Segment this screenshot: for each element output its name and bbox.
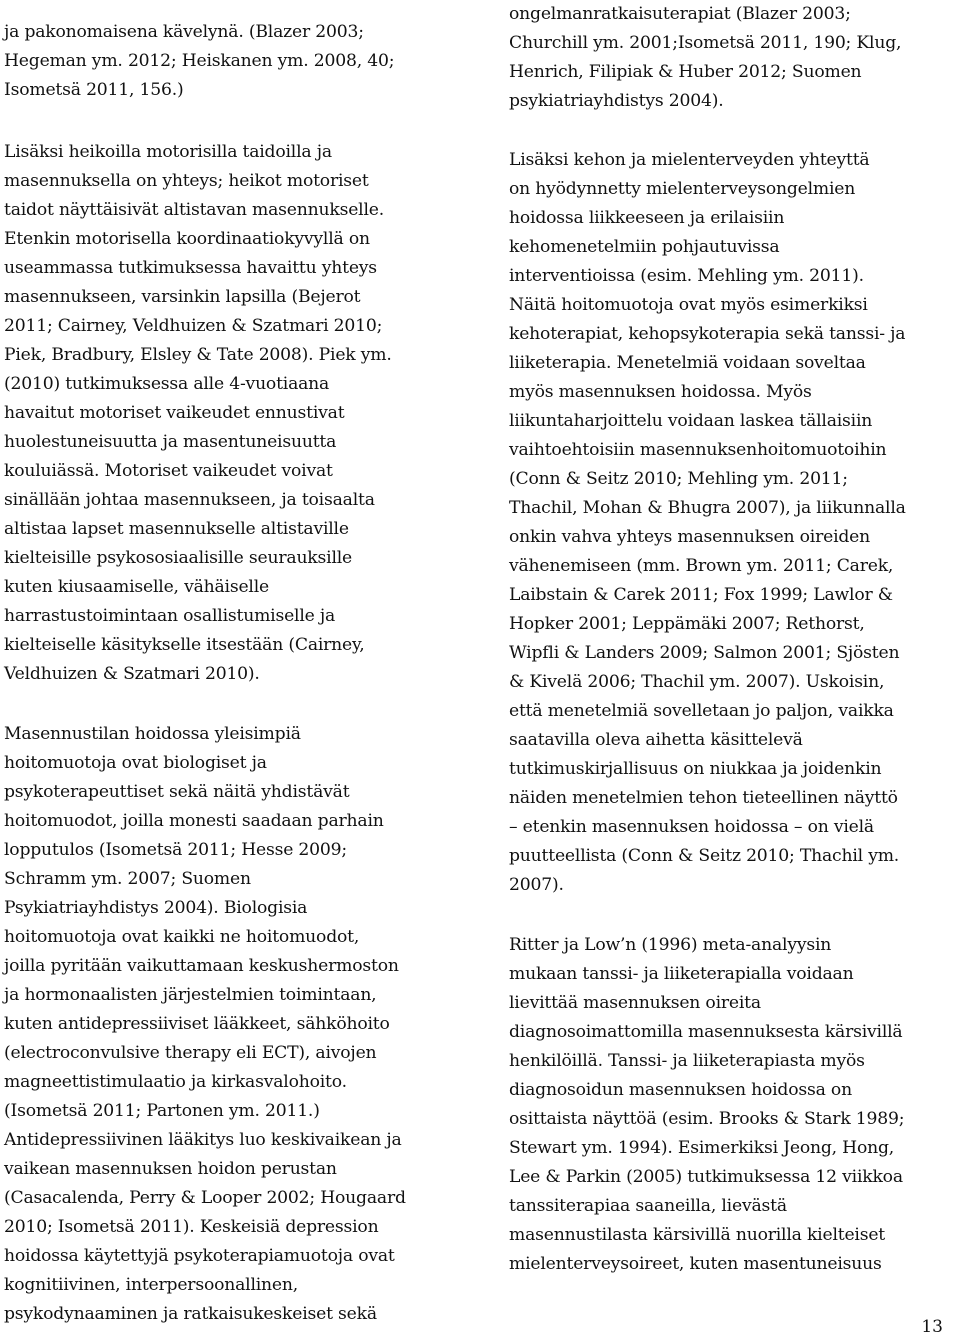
text-line: Stewart ym. 1994). Esimerkiksi Jeong, Hong, — [509, 1138, 895, 1158]
text-line: kouluiässä. Motoriset vaikeudet voivat — [4, 461, 333, 481]
text-line: Churchill ym. 2001;Isometsä 2011, 190; Klug, — [509, 33, 902, 53]
text-line: on hyödynnetty mielenterveysongelmien — [509, 179, 856, 199]
text-line: Antidepressiivinen lääkitys luo keskivaikean ja — [4, 1130, 402, 1150]
text-line: Näitä hoitomuotoja ovat myös esimerkiksi — [509, 295, 868, 315]
text-line: Lee & Parkin (2005) tutkimuksessa 12 viikkoa — [509, 1167, 903, 1187]
text-line: interventioissa (esim. Mehling ym. 2011). — [509, 266, 864, 286]
text-line: Psykiatriayhdistys 2004). Biologisia — [4, 898, 308, 918]
text-line: useammassa tutkimuksessa havaittu yhteys — [4, 258, 377, 278]
text-line: sinällään johtaa masennukseen, ja toisaalta — [4, 490, 375, 510]
text-line: taidot näyttäisivät altistavan masennukselle. — [4, 200, 384, 220]
text-line: vaihtoehtoisiin masennuksenhoitomuotoihin — [509, 440, 887, 460]
text-line: Piek, Bradbury, Elsley & Tate 2008). Piek ym. — [4, 345, 392, 365]
text-line: 2010; Isometsä 2011). Keskeisiä depression — [4, 1217, 379, 1237]
text-line: ja pakonomaisena kävelynä. (Blazer 2003; — [4, 22, 364, 42]
text-line: psykoterapeuttiset sekä näitä yhdistävät — [4, 782, 350, 802]
text-line: puutteellista (Conn & Seitz 2010; Thachil ym. — [509, 846, 900, 866]
text-line: liiketerapia. Menetelmiä voidaan soveltaa — [509, 353, 866, 373]
text-line: masennuksella on yhteys; heikot motoriset — [4, 171, 369, 191]
text-line: myös masennuksen hoidossa. Myös — [509, 382, 812, 402]
text-line: vähenemiseen (mm. Brown ym. 2011; Carek, — [509, 556, 894, 576]
text-line: magneettistimulaatio ja kirkasvalohoito. — [4, 1072, 347, 1092]
text-line: diagnosoimattomilla masennuksesta kärsivillä — [509, 1022, 903, 1042]
text-line: mukaan tanssi- ja liiketerapialla voidaan — [509, 964, 854, 984]
text-line: Henrich, Filipiak & Huber 2012; Suomen — [509, 62, 862, 82]
text-line: kielteiselle käsitykselle itsestään (Cairney, — [4, 635, 365, 655]
text-line: Lisäksi kehon ja mielenterveyden yhteyttä — [509, 150, 870, 170]
text-line: Wipfli & Landers 2009; Salmon 2001; Sjösten — [509, 643, 900, 663]
text-line: joilla pyritään vaikuttamaan keskushermoston — [4, 956, 399, 976]
text-line: Hopker 2001; Leppämäki 2007; Rethorst, — [509, 614, 865, 634]
text-line: Isometsä 2011, 156.) — [4, 80, 184, 100]
text-line: havaitut motoriset vaikeudet ennustivat — [4, 403, 345, 423]
text-line: tanssiterapiaa saaneilla, lievästä — [509, 1196, 787, 1216]
text-line: lopputulos (Isometsä 2011; Hesse 2009; — [4, 840, 347, 860]
text-line: lievittää masennuksen oireita — [509, 993, 761, 1013]
text-line: psykodynaaminen ja ratkaisukeskeiset sekä — [4, 1304, 377, 1324]
text-line: Schramm ym. 2007; Suomen — [4, 869, 251, 889]
text-line: Etenkin motorisella koordinaatiokyvyllä on — [4, 229, 370, 249]
text-line: hoidossa käytettyjä psykoterapiamuotoja ovat — [4, 1246, 395, 1266]
text-line: henkilöillä. Tanssi- ja liiketerapiasta myös — [509, 1051, 865, 1071]
text-line: hoitomuotoja ovat biologiset ja — [4, 753, 267, 773]
text-line: Masennustilan hoidossa yleisimpiä — [4, 724, 301, 744]
text-line: onkin vahva yhteys masennuksen oireiden — [509, 527, 871, 547]
text-line: Laibstain & Carek 2011; Fox 1999; Lawlor & — [509, 585, 893, 605]
text-line: tutkimuskirjallisuus on niukkaa ja joidenkin — [509, 759, 882, 779]
text-line: Hegeman ym. 2012; Heiskanen ym. 2008, 40; — [4, 51, 395, 71]
text-line: osittaista näyttöä (esim. Brooks & Stark 1989; — [509, 1109, 905, 1129]
text-line: kehomenetelmiin pohjautuvissa — [509, 237, 780, 257]
text-line: kognitiivinen, interpersoonallinen, — [4, 1275, 299, 1295]
text-line: & Kivelä 2006; Thachil ym. 2007). Uskoisin, — [509, 672, 885, 692]
text-line: Veldhuizen & Szatmari 2010). — [4, 664, 260, 684]
text-line: kielteisille psykososiaalisille seurauksille — [4, 548, 353, 568]
text-line: hoidossa liikkeeseen ja erilaisiin — [509, 208, 785, 228]
text-line: huolestuneisuutta ja masentuneisuutta — [4, 432, 337, 452]
text-line: – etenkin masennuksen hoidossa – on vielä — [509, 817, 874, 837]
text-line: Lisäksi heikoilla motorisilla taidoilla ja — [4, 142, 332, 162]
text-line: psykiatriayhdistys 2004). — [509, 91, 724, 111]
text-line: masennustilasta kärsivillä nuorilla kielteiset — [509, 1225, 886, 1245]
text-line: hoitomuotoja ovat kaikki ne hoitomuodot, — [4, 927, 360, 947]
text-line: (Casacalenda, Perry & Looper 2002; Hougaard — [4, 1188, 406, 1208]
text-line: ja hormonaalisten järjestelmien toimintaan, — [4, 985, 377, 1005]
text-line: (electroconvulsive therapy eli ECT), aivojen — [4, 1043, 377, 1063]
text-line: Thachil, Mohan & Bhugra 2007), ja liikunnalla — [509, 498, 906, 518]
text-line: näiden menetelmien tehon tieteellinen näyttö — [509, 788, 898, 808]
page-number: 13 — [921, 1317, 943, 1337]
text-line: hoitomuodot, joilla monesti saadaan parhain — [4, 811, 384, 831]
text-line: (Conn & Seitz 2010; Mehling ym. 2011; — [509, 469, 848, 489]
text-line: vaikean masennuksen hoidon perustan — [4, 1159, 337, 1179]
text-line: 2011; Cairney, Veldhuizen & Szatmari 2010; — [4, 316, 383, 336]
text-line: kuten antidepressiiviset lääkkeet, sähköhoito — [4, 1014, 390, 1034]
text-line: Ritter ja Low’n (1996) meta-analyysin — [509, 935, 832, 955]
text-line: harrastustoimintaan osallistumiselle ja — [4, 606, 336, 626]
text-line: kehoterapiat, kehopsykoterapia sekä tanssi- ja — [509, 324, 906, 344]
text-line: ongelmanratkaisuterapiat (Blazer 2003; — [509, 4, 851, 24]
text-line: mielenterveysoireet, kuten masentuneisuus — [509, 1254, 882, 1274]
text-line: (2010) tutkimuksessa alle 4-vuotiaana — [4, 374, 330, 394]
text-line: saatavilla oleva aihetta käsittelevä — [509, 730, 803, 750]
text-line: altistaa lapset masennukselle altistaville — [4, 519, 349, 539]
text-line: liikuntaharjoittelu voidaan laskea tällaisiin — [509, 411, 873, 431]
text-line: että menetelmiä sovelletaan jo paljon, vaikka — [509, 701, 894, 721]
text-line: 2007). — [509, 875, 564, 895]
text-line: kuten kiusaamiselle, vähäiselle — [4, 577, 269, 597]
text-line: masennukseen, varsinkin lapsilla (Bejerot — [4, 287, 361, 307]
text-line: (Isometsä 2011; Partonen ym. 2011.) — [4, 1101, 320, 1121]
text-line: diagnosoidun masennuksen hoidossa on — [509, 1080, 852, 1100]
